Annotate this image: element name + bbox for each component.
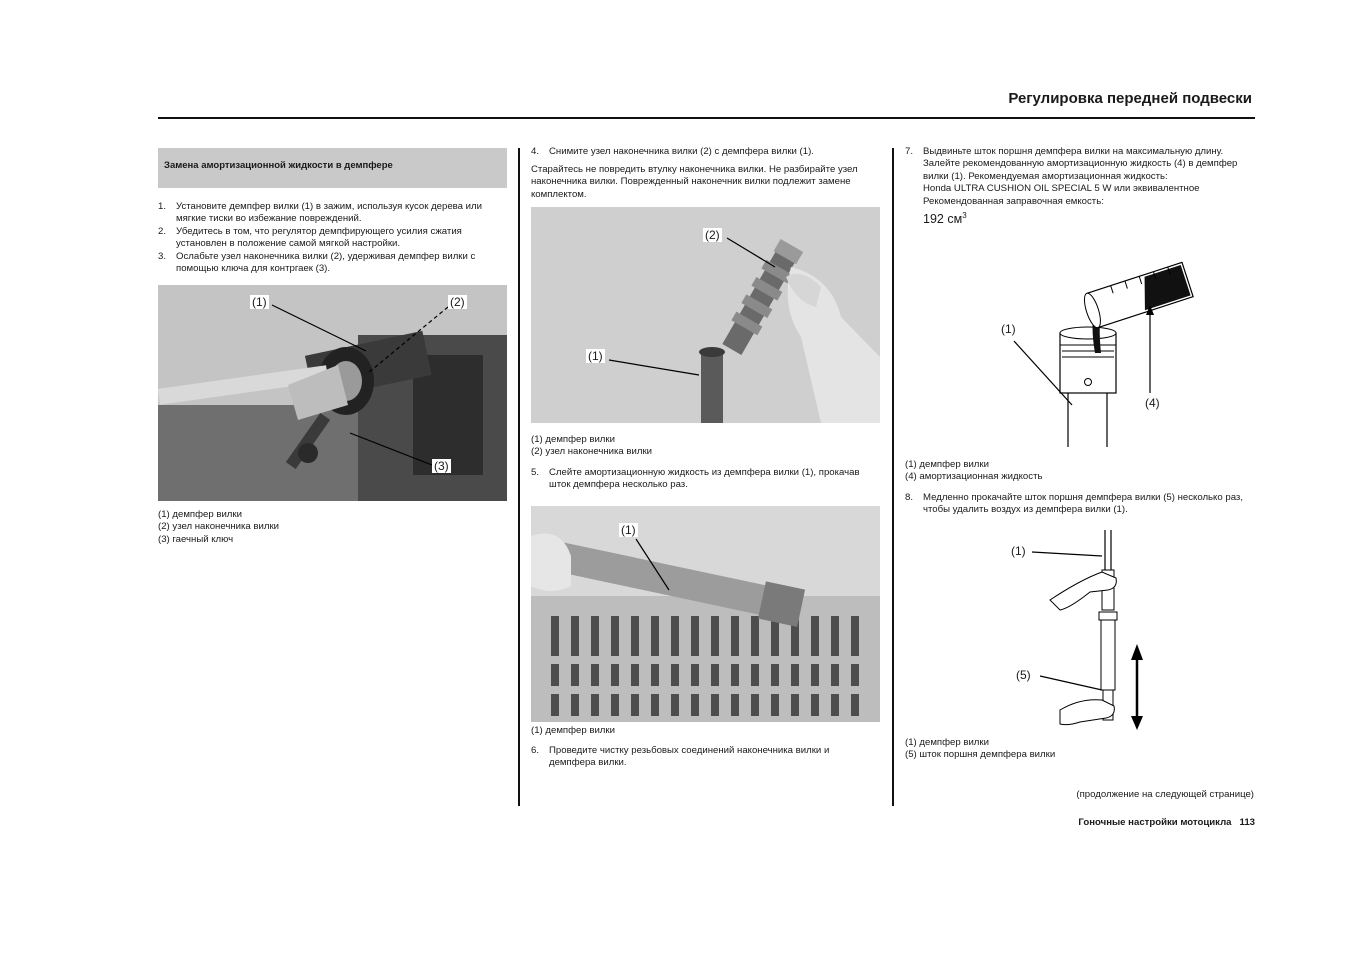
list-item — [158, 251, 488, 276]
step-text: Залейте рекомендованную амортизационную жидкость (4) в демпфер вилки (1). Рекомендуемая амортизационная жидкость: — [923, 158, 1238, 182]
caption-line: (3) гаечный ключ — [158, 533, 234, 545]
vise-photo-callout-lines — [158, 285, 507, 501]
step-4 — [531, 146, 876, 158]
list-item — [158, 201, 488, 226]
steps-list-col1 — [158, 201, 488, 275]
step-number: 7. — [905, 146, 914, 157]
callout-label-2: (2) — [705, 228, 720, 242]
list-item — [158, 226, 488, 251]
caution-note: Старайтесь не повредить втулку наконечника вилки. Не разбирайте узел наконечника вилки. Поврежденный наконечник вилки подлежит замене комплектом. — [531, 164, 858, 200]
page-number: 113 — [1239, 817, 1255, 828]
step-number: 4. — [531, 146, 540, 157]
figure-caption-col3-1 — [905, 459, 1042, 484]
step-5 — [531, 467, 876, 492]
step-6 — [531, 745, 876, 770]
step-text: Honda ULTRA CUSHION OIL SPECIAL 5 W или эквивалентное — [923, 183, 1200, 195]
figure-caption-col2-2 — [531, 725, 615, 737]
callout-label-1: (1) — [1011, 544, 1026, 558]
caption-line: (1) демпфер вилки — [905, 737, 989, 748]
caption-line: (1) демпфер вилки — [158, 509, 242, 520]
header-rule — [158, 117, 1255, 119]
step-text: Медленно прокачайте шток поршня демпфера вилки (5) несколько раз, чтобы удалить воздух из демпфера вилки (1). — [923, 492, 1243, 516]
pumping-rod-illustration — [1010, 530, 1160, 735]
step-number: 1. — [158, 201, 167, 212]
pouring-fluid-illustration — [990, 255, 1200, 455]
caption-line: (2) узел наконечника вилки — [531, 446, 653, 458]
callout-label-4: (4) — [1145, 396, 1160, 410]
page-title: Регулировка передней подвески — [1008, 90, 1252, 107]
step-number: 6. — [531, 745, 540, 756]
callout-label-1: (1) — [588, 349, 603, 363]
callout-label-1: (1) — [252, 295, 267, 309]
column-divider-2 — [892, 148, 894, 806]
callout-label-2: (2) — [450, 295, 465, 309]
step-text: Ослабьте узел наконечника вилки (2), удерживая демпфер вилки с помощью ключа для контргаек (3). — [176, 250, 476, 275]
drain-callout-lines — [531, 506, 880, 722]
step-number: 2. — [158, 225, 167, 237]
caption-line: (1) демпфер вилки — [531, 434, 615, 445]
section-heading — [158, 148, 507, 188]
step-7 — [905, 146, 1245, 227]
callout-label-1: (1) — [621, 523, 636, 537]
step-text: Снимите узел наконечника вилки (2) с демпфера вилки (1). — [549, 146, 814, 157]
figure-caption-col1 — [158, 509, 279, 546]
caption-line: (4) амортизационная жидкость — [905, 471, 1043, 483]
page-footer — [900, 817, 1255, 828]
step-text: Рекомендованная заправочная емкость: — [923, 195, 1104, 207]
step-number: 5. — [531, 467, 540, 478]
section-heading-text: Замена амортизационной жидкости в демпфере — [164, 160, 393, 171]
step-text: Установите демпфер вилки (1) в зажим, используя кусок дерева или мягкие тиски во избежание повреждений. — [176, 201, 482, 225]
caption-line: (1) демпфер вилки — [531, 725, 615, 736]
continuation-note: (продолжение на следующей странице) — [1076, 789, 1254, 800]
callout-label-1: (1) — [1001, 322, 1016, 336]
caption-line: (2) узел наконечника вилки — [158, 521, 280, 533]
column-divider-1 — [518, 148, 520, 806]
callout-label-3: (3) — [434, 459, 449, 473]
caption-line: (5) шток поршня демпфера вилки — [905, 749, 1056, 761]
figure-caption-col2-1 — [531, 434, 652, 459]
caption-line: (1) демпфер вилки — [905, 459, 989, 470]
step-8 — [905, 492, 1245, 517]
step-text: Выдвиньте шток поршня демпфера вилки на максимальную длину. — [923, 146, 1224, 157]
step-number: 3. — [158, 250, 167, 262]
footer-section: Гоночные настройки мотоцикла — [1078, 817, 1232, 828]
figure-caption-col3-2 — [905, 737, 1055, 762]
callout-label-5: (5) — [1016, 668, 1031, 682]
fill-capacity: 192 $см^3$ — [923, 211, 967, 227]
step-text: Проведите чистку резьбовых соединений наконечника вилки и демпфера вилки. — [549, 745, 830, 769]
step-number: 8. — [905, 492, 914, 503]
step-text: Убедитесь в том, что регулятор демпфирующего усилия сжатия установлен в положение самой мягкой настройки. — [176, 225, 462, 250]
step-text: Слейте амортизационную жидкость из демпфера вилки (1), прокачав шток демпфера несколько раз. — [549, 467, 860, 491]
